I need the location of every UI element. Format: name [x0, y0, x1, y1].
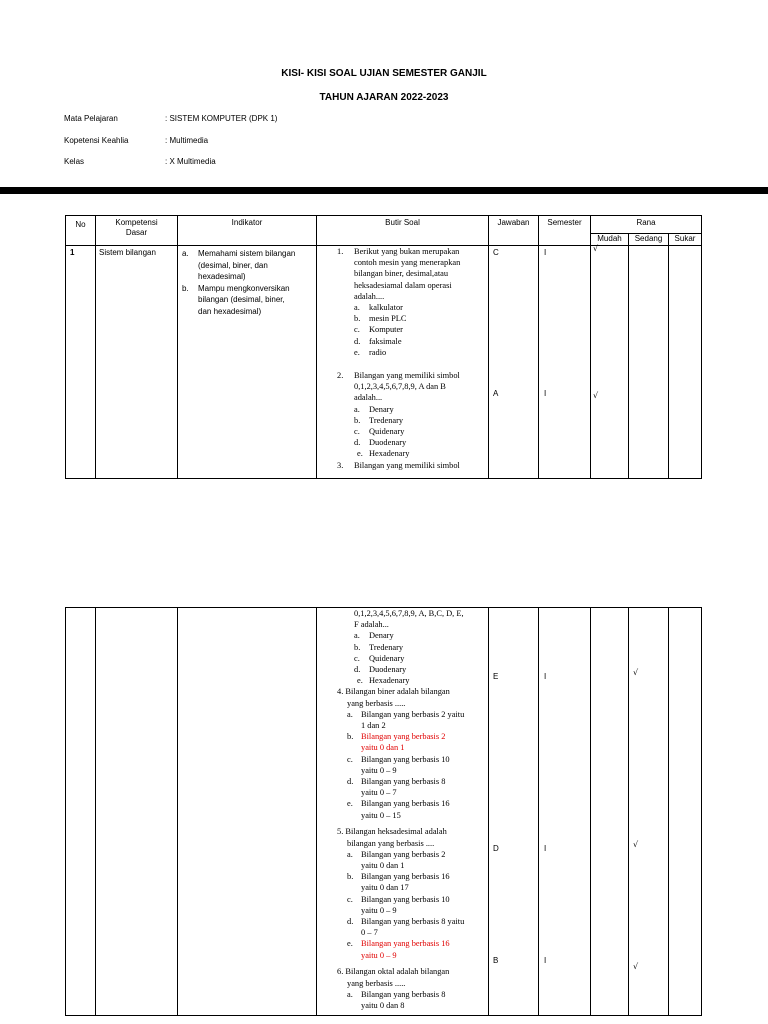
row-number	[66, 608, 96, 1016]
sedang-cell	[629, 246, 669, 479]
kompetensi-dasar-cell	[96, 608, 178, 1016]
sedang-cell	[629, 608, 669, 1016]
header-sedang: Sedang	[629, 234, 669, 246]
grid-table-page-2	[65, 607, 702, 1016]
mudah-cell	[591, 246, 629, 479]
row-number: 1	[66, 246, 96, 479]
meta-value: : SISTEM KOMPUTER (DPK 1)	[165, 114, 278, 123]
meta-value: : X Multimedia	[165, 157, 216, 166]
meta-value: : Multimedia	[165, 136, 209, 145]
answer-key: E	[493, 672, 499, 681]
indikator-cell	[178, 608, 317, 1016]
header-kompetensi-dasar: Kompetensi Dasar	[96, 216, 178, 246]
header-indikator: Indikator	[178, 216, 317, 246]
page-separator	[0, 187, 768, 194]
header-jawaban: Jawaban	[489, 216, 539, 246]
indikator-cell: a. Memahami sistem bilangan (desimal, biner, dan hexadesimal) b. Mampu mengkonversikan bilangan (desimal, biner, dan hexadesimal)	[178, 246, 317, 479]
check-mark: √	[633, 962, 639, 971]
kompetensi-dasar-cell: Sistem bilangan	[96, 246, 178, 479]
butir-soal-cell: 1. Berikut yang bukan merupakan contoh mesin yang menerapkan bilangan biner, desimal,atau heksadesiamal dalam operasi adalah.... a. kalkulator b. mesin PLC c. Komputer d. faksimale e. radio 2. Bilangan yang memiliki simbol 0,1,2,3,4,5,6,7,8,9, A dan B adalah... a. Denary b. Tredenary c. Quidenary d. Duodenary e. Hexadenary 3. Bilangan yang memiliki simbol	[317, 246, 489, 479]
grid-table-page-1	[65, 215, 702, 479]
check-mark: √	[633, 840, 639, 849]
check-mark: √	[593, 391, 599, 400]
answer-key: D	[493, 844, 499, 853]
check-mark: √	[633, 668, 639, 677]
jawaban-cell	[489, 246, 539, 479]
header-semester: Semester	[539, 216, 591, 246]
header-rana: Rana	[591, 216, 702, 234]
table-row	[66, 608, 702, 1016]
sukar-cell	[669, 246, 702, 479]
semester-cell: I I I	[539, 608, 591, 1016]
header-mudah: Mudah	[591, 234, 629, 246]
header-no: No	[66, 216, 96, 246]
answer-key: A	[493, 389, 499, 398]
answer-key: C	[493, 248, 499, 257]
meta-label: Kelas	[64, 157, 85, 166]
jawaban-cell	[489, 608, 539, 1016]
sukar-cell	[669, 608, 702, 1016]
semester-cell: I I	[539, 246, 591, 479]
butir-soal-cell: 0,1,2,3,4,5,6,7,8,9, A, B,C, D, E, F adalah... a. Denary b. Tredenary c. Quidenary d. Duodenary e. Hexadenary 4. Bilangan biner adalah bilangan yang berbasis ..... a. Bilangan yang berbasis 2 yaitu 1 dan 2 b. Bilangan yang berbasis 2 yaitu 0 dan 1 c. Bilangan yang berbasis 10 yaitu 0 – 9 d. Bilangan yang berbasis 8 yaitu 0 – 7 e. Bilangan yang berbasis 16 yaitu 0 – 15 5. Bilangan heksadesimal adalah bilangan yang berbasis .... a. Bilangan yang berbasis 2 yaitu 0 dan 1 b. Bilangan yang berbasis 16 yaitu 0 dan 17 c. Bilangan yang berbasis 10 yaitu 0 – 9 d. Bilangan yang berbasis 8 yaitu 0 – 7 e. Bilangan yang berbasis 16 yaitu 0 – 9 6. Bilangan oktal adalah bilangan yang berbasis ..... a. Bilangan yang berbasis 8 yaitu 0 dan 8	[317, 608, 489, 1016]
document-title: KISI- KISI SOAL UJIAN SEMESTER GANJIL	[281, 68, 487, 79]
mudah-cell	[591, 608, 629, 1016]
meta-label: Kopetensi Keahlia	[64, 136, 129, 145]
check-mark: √	[593, 244, 599, 253]
document-subtitle: TAHUN AJARAN 2022-2023	[319, 92, 449, 103]
header-butir-soal: Butir Soal	[317, 216, 489, 246]
table-row	[66, 246, 702, 479]
answer-key: B	[493, 956, 499, 965]
meta-label: Mata Pelajaran	[64, 114, 118, 123]
header-sukar: Sukar	[669, 234, 702, 246]
